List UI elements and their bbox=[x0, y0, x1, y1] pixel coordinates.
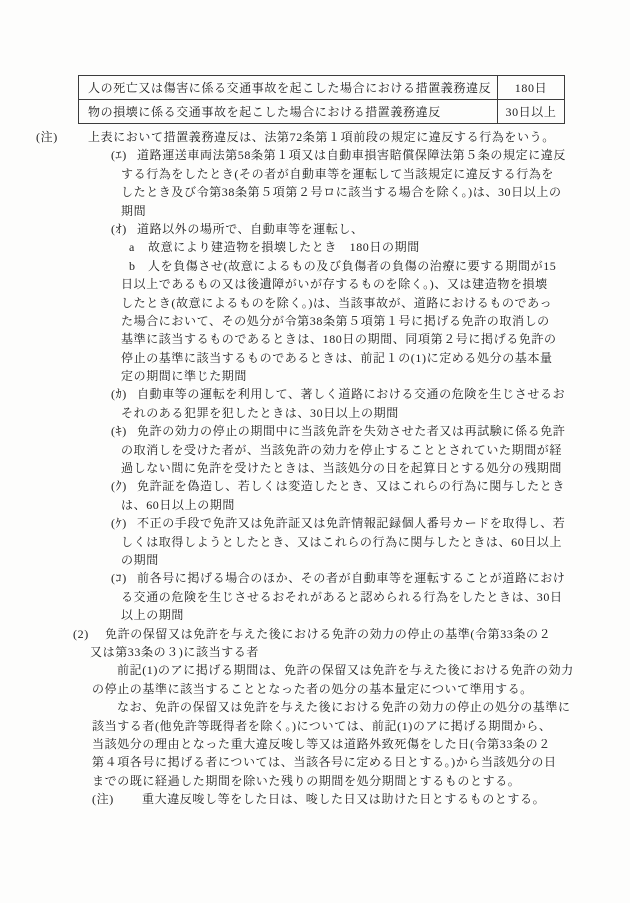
item-marker: (ｵ) bbox=[111, 221, 127, 236]
line-text: の期間 bbox=[121, 552, 159, 567]
line-text: 第４項各号に掲げる者については、当該各号に定める日とする。)から当該処分の日 bbox=[92, 755, 557, 770]
item-marker: (ｺ) bbox=[111, 571, 127, 586]
line-text: 基準に該当するものであるときは、180日の期間、同項第２号に掲げる免許の bbox=[121, 332, 557, 347]
line-text: 道路運送車両法第58条第１項又は自動車損害賠償保障法第５条の規定に違反 bbox=[137, 148, 567, 163]
item-marker: b bbox=[129, 258, 136, 273]
line-text: したとき及び令第38条第５項第２号ロに該当する場合を除く。)は、30日以上の bbox=[121, 185, 562, 200]
violation-description-cell: 人の死亡又は傷害に係る交通事故を起こした場合における措置義務違反 bbox=[79, 76, 498, 100]
text-line bbox=[0, 404, 630, 422]
text-line bbox=[0, 128, 630, 146]
line-text: の取消しを受けた者が、当該免許の効力を停止することとされていた期間が経 bbox=[121, 442, 563, 457]
line-text: する行為をしたとき(その者が自動車等を運転して当該規定に違反する行為を bbox=[121, 166, 554, 181]
line-text: の停止の基準に該当することとなった者の処分の基本量定について準用する。 bbox=[92, 681, 533, 696]
text-line bbox=[0, 496, 630, 514]
text-line bbox=[0, 588, 630, 606]
item-marker: a bbox=[129, 240, 135, 255]
text-line bbox=[0, 790, 630, 808]
line-text: したとき(故意によるものを除く。)は、当該事故が、道路におけるものであっ bbox=[121, 295, 553, 310]
line-text: 不正の手段で免許又は免許証又は免許情報記録個人番号カードを取得し、若 bbox=[137, 516, 566, 531]
text-line bbox=[0, 220, 630, 238]
text-line bbox=[0, 459, 630, 477]
text-line bbox=[0, 753, 630, 771]
text-line bbox=[0, 385, 630, 403]
item-marker: (ｸ) bbox=[111, 479, 127, 494]
text-line bbox=[0, 477, 630, 495]
violation-period-cell: 180日 bbox=[498, 76, 565, 100]
text-line bbox=[0, 238, 630, 256]
document-body bbox=[0, 128, 630, 808]
violation-period-cell: 30日以上 bbox=[498, 100, 565, 124]
line-text: 又は第33条の３)に該当する者 bbox=[90, 644, 259, 659]
text-line bbox=[0, 330, 630, 348]
text-line bbox=[0, 569, 630, 587]
line-text: 免許の保留又は免許を与えた後における免許の効力の停止の基準(令第33条の２ bbox=[105, 626, 552, 641]
text-line bbox=[0, 294, 630, 312]
text-line bbox=[0, 367, 630, 385]
table-row bbox=[79, 100, 565, 124]
measure-violation-table bbox=[78, 75, 565, 124]
line-text: る交通の危険を生じさせるおそれがあると認められる行為をしたときは、30日 bbox=[121, 589, 563, 604]
line-text: 道路以外の場所で、自動車等を運転し、 bbox=[137, 221, 364, 236]
item-marker: (注) bbox=[36, 130, 58, 144]
line-text: 期間 bbox=[121, 203, 147, 218]
line-text: 定の期間に準じた期間 bbox=[121, 369, 248, 384]
text-line bbox=[0, 183, 630, 201]
text-line bbox=[0, 422, 630, 440]
line-text: 上表において措置義務違反は、法第72条第１項前段の規定に違反する行為をいう。 bbox=[88, 130, 555, 144]
item-marker: (注) bbox=[92, 792, 114, 807]
line-text: 日以上であるもの又は後遺障がいが存するものを除く。)、又は建造物を損壊 bbox=[121, 277, 548, 292]
text-line bbox=[0, 165, 630, 183]
line-text: た場合において、その処分が令第38条第５項第１号に掲げる免許の取消しの bbox=[121, 313, 550, 328]
line-text: 該当する者(他免許等既得者を除く。)については、前記(1)のアに掲げる期間から、 bbox=[92, 718, 552, 733]
line-text: 当該処分の理由となった重大違反唆し等又は道路外致死傷をした日(令第33条の２ bbox=[92, 736, 551, 751]
line-text: までの既に経過した期間を除いた残りの期間を処分期間とするものとする。 bbox=[92, 773, 521, 788]
text-line bbox=[0, 625, 630, 643]
line-text: 人を負傷させ(故意によるもの及び負傷者の負傷の治療に要する期間が15 bbox=[148, 258, 557, 273]
text-line bbox=[0, 661, 630, 679]
text-line bbox=[0, 643, 630, 661]
text-line bbox=[0, 717, 630, 735]
text-line bbox=[0, 514, 630, 532]
text-line bbox=[0, 312, 630, 330]
line-text: 以上の期間 bbox=[121, 608, 185, 623]
item-marker: (ｹ) bbox=[111, 516, 127, 531]
text-line bbox=[0, 698, 630, 716]
line-text: 免許の効力の停止の期間中に当該免許を失効させた者又は再試験に係る免許 bbox=[137, 424, 566, 439]
text-line bbox=[0, 533, 630, 551]
line-text: 前各号に掲げる場合のほか、その者が自動車等を運転することが道路におけ bbox=[137, 571, 566, 586]
text-line bbox=[0, 606, 630, 624]
line-text: 停止の基準に該当するものであるときは、前記１の(1)に定める処分の基本量 bbox=[121, 350, 553, 365]
line-text: 免許証を偽造し、若しくは変造したとき、又はこれらの行為に関与したとき bbox=[137, 479, 565, 494]
line-text: しくは取得しようとしたとき、又はこれらの行為に関与したときは、60日以上 bbox=[121, 534, 563, 549]
text-line bbox=[0, 202, 630, 220]
line-text: なお、免許の保留又は免許を与えた後における免許の効力の停止の処分の基準に bbox=[117, 700, 571, 715]
violation-description-cell: 物の損壊に係る交通事故を起こした場合における措置義務違反 bbox=[79, 100, 498, 124]
text-line bbox=[0, 441, 630, 459]
table-row bbox=[79, 76, 565, 100]
line-text: 故意により建造物を損壊したとき 180日の期間 bbox=[148, 240, 420, 255]
text-line bbox=[0, 772, 630, 790]
violation-table-body bbox=[79, 76, 565, 124]
text-line bbox=[0, 349, 630, 367]
item-marker: (ｷ) bbox=[111, 424, 127, 439]
item-marker: (ｴ) bbox=[111, 148, 127, 163]
text-line bbox=[0, 551, 630, 569]
line-text: それのある犯罪を犯したときは、30日以上の期間 bbox=[121, 405, 399, 420]
text-line bbox=[0, 257, 630, 275]
line-text: 自動車等の運転を利用して、著しく道路における交通の危険を生じさせるお bbox=[137, 387, 566, 402]
text-line bbox=[0, 735, 630, 753]
line-text: 前記(1)のアに掲げる期間は、免許の保留又は免許を与えた後における免許の効力 bbox=[117, 663, 574, 678]
text-line bbox=[0, 275, 630, 293]
text-line bbox=[0, 146, 630, 164]
text-line bbox=[0, 680, 630, 698]
item-marker: (ｶ) bbox=[111, 387, 127, 402]
line-text: 過しない間に免許を受けたときは、当該処分の日を起算日とする処分の残期間 bbox=[121, 461, 563, 476]
line-text: は、60日以上の期間 bbox=[121, 497, 236, 512]
line-text: 重大違反唆し等をした日は、唆した日又は助けた日とするものとする。 bbox=[142, 792, 546, 807]
item-marker: (2) bbox=[73, 626, 89, 641]
